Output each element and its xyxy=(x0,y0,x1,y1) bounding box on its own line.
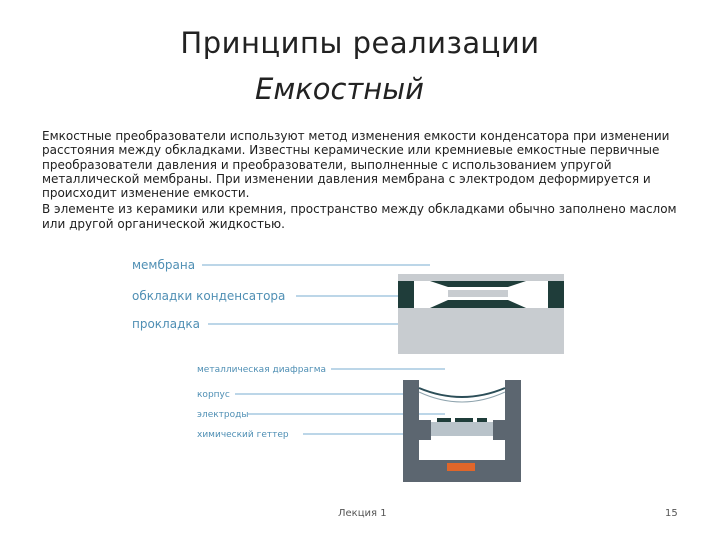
ceramic-base xyxy=(398,308,564,354)
slide-body xyxy=(42,129,692,233)
footer-lecture: Лекция 1 xyxy=(338,508,387,519)
spacer-left xyxy=(398,281,414,308)
ceramic-sensor-diagram xyxy=(130,252,570,360)
support-right xyxy=(493,420,505,440)
slide-subtitle: Емкостный xyxy=(255,72,425,106)
plate-gap xyxy=(448,290,508,297)
label-metal-diaphragm: металлическая диафрагма xyxy=(197,365,327,375)
metal-diaphragm xyxy=(419,388,505,397)
chemical-getter xyxy=(447,463,475,471)
support-left xyxy=(419,420,431,440)
metal-diaphragm-diagram xyxy=(195,360,535,492)
label-housing: корпус xyxy=(197,390,230,400)
slide-title: Принципы реализации xyxy=(180,26,540,60)
body-paragraph-1: Емкостные преобразователи используют метод изменения емкости конденсатора при изменении расстояния между обкладками. Известны керамические или кремниевые емкостные первичные преобразователи давления и преобразователи, выполненные с использованием упругой металлической мембраны. При изменении давления мембрана с электродом деформируется и происходит изменение емкости. xyxy=(42,129,670,201)
electrode-left xyxy=(437,418,451,422)
electrode-carrier xyxy=(431,422,493,436)
label-membrane: мембрана xyxy=(132,258,196,272)
ceramic-membrane xyxy=(398,274,564,281)
label-chemical-getter: химический геттер xyxy=(197,430,289,440)
label-capacitor-plates: обкладки конденсатора xyxy=(132,289,286,303)
label-electrodes: электроды xyxy=(197,410,249,420)
body-paragraph-2: В элементе из керамики или кремния, пространство между обкладками обычно заполнено маслом или другой органической жидкостью. xyxy=(42,202,677,231)
electrode-right xyxy=(477,418,487,422)
label-spacer: прокладка xyxy=(132,317,200,331)
footer-page-number: 15 xyxy=(665,508,678,519)
electrode-center xyxy=(455,418,473,422)
spacer-right xyxy=(548,281,564,308)
